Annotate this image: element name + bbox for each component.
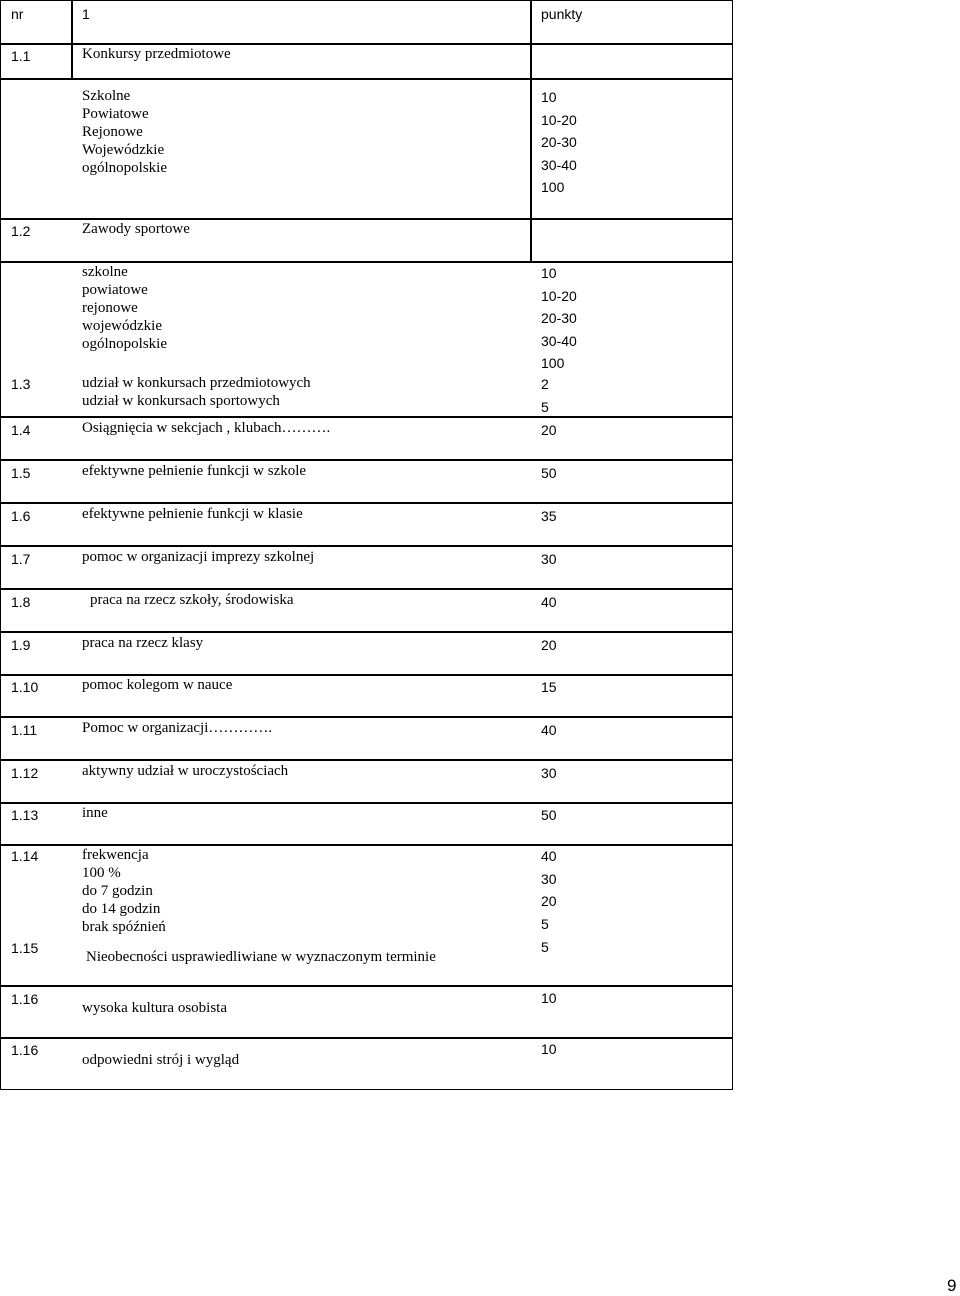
row-text: pomoc w organizacji imprezy szkolnej (82, 549, 315, 565)
row-points-1-16b: 10 (541, 1041, 557, 1057)
column-divider (530, 78, 532, 218)
row-nr: 1.4 (11, 422, 31, 438)
row-points: 30 (541, 765, 557, 781)
row-text-1-16b: odpowiedni strój i wygląd (82, 1052, 240, 1068)
row-text: praca na rzecz klasy (82, 635, 204, 651)
points-item: 20-30 (541, 310, 577, 326)
sport-points (541, 262, 577, 375)
points-item: 10 (541, 89, 557, 105)
row-nr-1-3: 1.3 (11, 376, 31, 392)
column-divider (71, 0, 73, 78)
row-nr: 1.12 (11, 765, 39, 781)
row-text-1-15: Nieobecności usprawiedliwiane w wyznaczonym terminie (86, 949, 436, 965)
row-divider (0, 416, 733, 418)
points-item: 10 (541, 265, 557, 281)
row-points: 20 (541, 422, 557, 438)
level-item: rejonowe (82, 300, 138, 316)
row-title-1-2: Zawody sportowe (82, 221, 190, 237)
row-divider (0, 759, 733, 761)
row-nr: 1.7 (11, 551, 31, 567)
row-nr-1-15: 1.15 (11, 940, 39, 956)
row-points: 15 (541, 679, 557, 695)
row-text: Osiągnięcia w sekcjach , klubach………. (82, 420, 331, 436)
participation-item: udział w konkursach sportowych (82, 393, 280, 409)
points-item: 10-20 (541, 111, 577, 128)
header-nr: nr (11, 6, 24, 22)
attendance-item: do 14 godzin (82, 901, 161, 917)
row-divider (0, 545, 733, 547)
row-text: Pomoc w organizacji…………. (82, 720, 273, 736)
row-divider (0, 716, 733, 718)
level-item: Powiatowe (82, 106, 149, 122)
points-item: 100 (541, 355, 565, 371)
row-divider (0, 1037, 733, 1039)
row-nr-1-16b: 1.16 (11, 1042, 39, 1058)
sport-levels (82, 263, 167, 353)
row-points: 30 (541, 551, 557, 567)
row-nr: 1.9 (11, 637, 31, 653)
level-item: ogólnopolskie (82, 336, 167, 352)
row-nr: 1.11 (11, 722, 38, 738)
row-divider (0, 985, 733, 987)
row-points: 35 (541, 508, 557, 524)
row-points: 40 (541, 594, 557, 610)
row-nr: 1.6 (11, 508, 31, 524)
row-text: efektywne pełnienie funkcji w szkole (82, 463, 307, 479)
row-nr: 1.5 (11, 465, 31, 481)
points-item: 5 (541, 915, 549, 932)
points-item: 10-20 (541, 287, 577, 304)
competition-levels (82, 87, 167, 177)
row-text: praca na rzecz szkoły, środowiska (90, 592, 294, 608)
attendance-points (541, 845, 557, 935)
row-points-1-16: 10 (541, 990, 557, 1006)
row-divider (0, 459, 733, 461)
column-divider (530, 0, 532, 78)
attendance-item: do 7 godzin (82, 883, 153, 899)
row-points: 50 (541, 807, 557, 823)
row-text: efektywne pełnienie funkcji w klasie (82, 506, 303, 522)
row-divider (0, 502, 733, 504)
row-divider (0, 631, 733, 633)
row-nr: 1.8 (11, 594, 31, 610)
row-points: 50 (541, 465, 557, 481)
attendance-item: 100 % (82, 865, 121, 881)
row-text: pomoc kolegom w nauce (82, 677, 233, 693)
points-item: 5 (541, 398, 549, 415)
row-divider (0, 78, 733, 80)
page-number: 9 (947, 1276, 957, 1295)
participation-lines (82, 374, 311, 410)
row-divider (0, 588, 733, 590)
row-nr-1-1: 1.1 (11, 48, 31, 64)
row-nr-1-2: 1.2 (11, 223, 31, 239)
row-title-1-1: Konkursy przedmiotowe (82, 46, 231, 62)
row-nr-1-14: 1.14 (11, 848, 39, 864)
column-divider (530, 218, 532, 261)
participation-points (541, 373, 549, 418)
level-item: wojewódzkie (82, 318, 162, 334)
level-item: ogólnopolskie (82, 160, 167, 176)
level-item: Rejonowe (82, 124, 143, 140)
points-item: 20-30 (541, 134, 577, 150)
points-item: 40 (541, 848, 557, 864)
row-nr: 1.13 (11, 807, 39, 823)
attendance-lines (82, 846, 166, 936)
header-points: punkty (541, 6, 583, 22)
points-item: 30-40 (541, 332, 577, 349)
participation-item: udział w konkursach przedmiotowych (82, 375, 311, 391)
points-item: 30-40 (541, 156, 577, 173)
row-text-1-16: wysoka kultura osobista (82, 1000, 227, 1016)
level-item: powiatowe (82, 282, 148, 298)
points-item: 100 (541, 179, 565, 195)
row-divider (0, 802, 733, 804)
points-item: 30 (541, 870, 557, 887)
row-nr-1-16: 1.16 (11, 991, 39, 1007)
attendance-item: brak spóźnień (82, 919, 166, 935)
row-points-1-15: 5 (541, 939, 549, 955)
attendance-item: frekwencja (82, 847, 149, 863)
header-col1: 1 (82, 6, 90, 22)
row-nr: 1.10 (11, 679, 39, 695)
points-item: 20 (541, 893, 557, 909)
row-points: 40 (541, 722, 557, 738)
row-points: 20 (541, 637, 557, 653)
level-item: szkolne (82, 264, 128, 280)
level-item: Szkolne (82, 88, 131, 104)
row-text: aktywny udział w uroczystościach (82, 763, 289, 779)
row-text: inne (82, 805, 108, 821)
points-item: 2 (541, 376, 549, 392)
level-item: Wojewódzkie (82, 142, 165, 158)
competition-points (541, 86, 577, 199)
